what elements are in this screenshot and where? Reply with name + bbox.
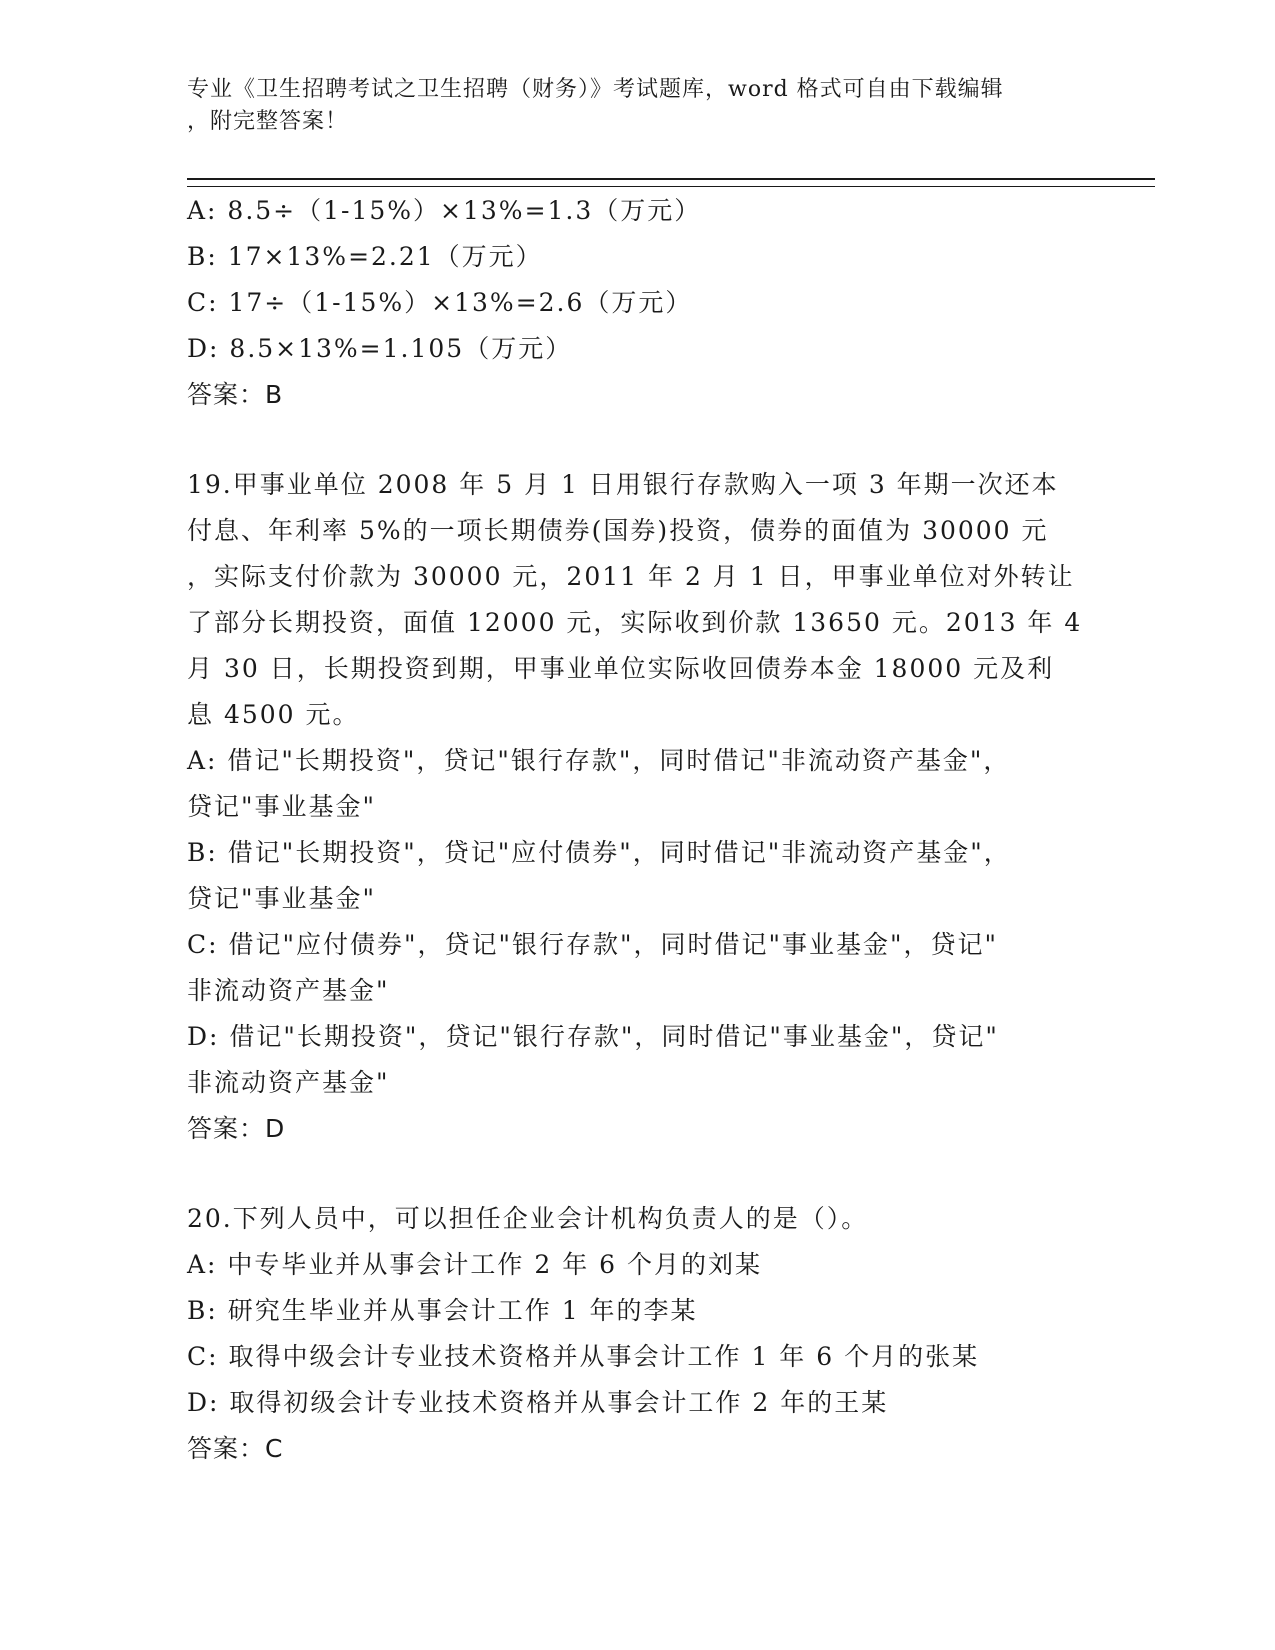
answer-label: 答案：C (187, 1434, 284, 1463)
header-line-1: 专业《卫生招聘考试之卫生招聘（财务）》考试题库，word 格式可自由下载编辑 (187, 77, 1004, 102)
option-c-continued: 非流动资产基金" (187, 976, 390, 1005)
question-stem-line: 付息、年利率 5%的一项长期债券(国券)投资，债券的面值为 30000 元 (187, 516, 1049, 545)
header-line-2: ，附完整答案！ (187, 109, 349, 134)
question-content (187, 188, 1087, 1472)
document-header (187, 74, 1067, 138)
question-stem-line: 了部分长期投资，面值 12000 元，实际收到价款 13650 元。2013 年 4 (187, 608, 1083, 637)
question-stem-line: ，实际支付价款为 30000 元，2011 年 2 月 1 日，甲事业单位对外转让 (187, 562, 1075, 591)
option-d: D: 8.5×13%=1.105（万元） (187, 334, 573, 363)
question-stem-line: 19.甲事业单位 2008 年 5 月 1 日用银行存款购入一项 3 年期一次还本 (187, 470, 1059, 499)
question-20 (187, 1196, 1087, 1472)
option-c: C: 取得中级会计专业技术资格并从事会计工作 1 年 6 个月的张某 (187, 1342, 980, 1371)
option-a-continued: 贷记"事业基金" (187, 792, 376, 821)
question-19 (187, 462, 1087, 1152)
question-stem: 20.下列人员中，可以担任企业会计机构负责人的是（）。 (187, 1204, 869, 1233)
option-a: A: 借记"长期投资"，贷记"银行存款"，同时借记"非流动资产基金"， (187, 746, 1011, 775)
option-b-continued: 贷记"事业基金" (187, 884, 376, 913)
header-divider (187, 178, 1155, 187)
answer-label: 答案：D (187, 1114, 286, 1143)
option-d-continued: 非流动资产基金" (187, 1068, 390, 1097)
option-a: A: 中专毕业并从事会计工作 2 年 6 个月的刘某 (187, 1250, 763, 1279)
answer-label: 答案：B (187, 380, 284, 409)
question-stem-line: 月 30 日，长期投资到期，甲事业单位实际收回债券本金 18000 元及利 (187, 654, 1055, 683)
option-d: D: 取得初级会计专业技术资格并从事会计工作 2 年的王某 (187, 1388, 889, 1417)
option-b: B: 借记"长期投资"，贷记"应付债券"，同时借记"非流动资产基金"， (187, 838, 1011, 867)
question-stem-line: 息 4500 元。 (187, 700, 360, 729)
option-a: A: 8.5÷（1-15%）×13%=1.3（万元） (187, 196, 702, 225)
option-c: C: 借记"应付债券"，贷记"银行存款"，同时借记"事业基金"，贷记" (187, 930, 998, 959)
option-b: B: 研究生毕业并从事会计工作 1 年的李某 (187, 1296, 698, 1325)
question-18 (187, 188, 1087, 418)
option-c: C: 17÷（1-15%）×13%=2.6（万元） (187, 288, 693, 317)
option-b: B: 17×13%=2.21（万元） (187, 242, 543, 271)
option-d: D: 借记"长期投资"，贷记"银行存款"，同时借记"事业基金"，贷记" (187, 1022, 999, 1051)
